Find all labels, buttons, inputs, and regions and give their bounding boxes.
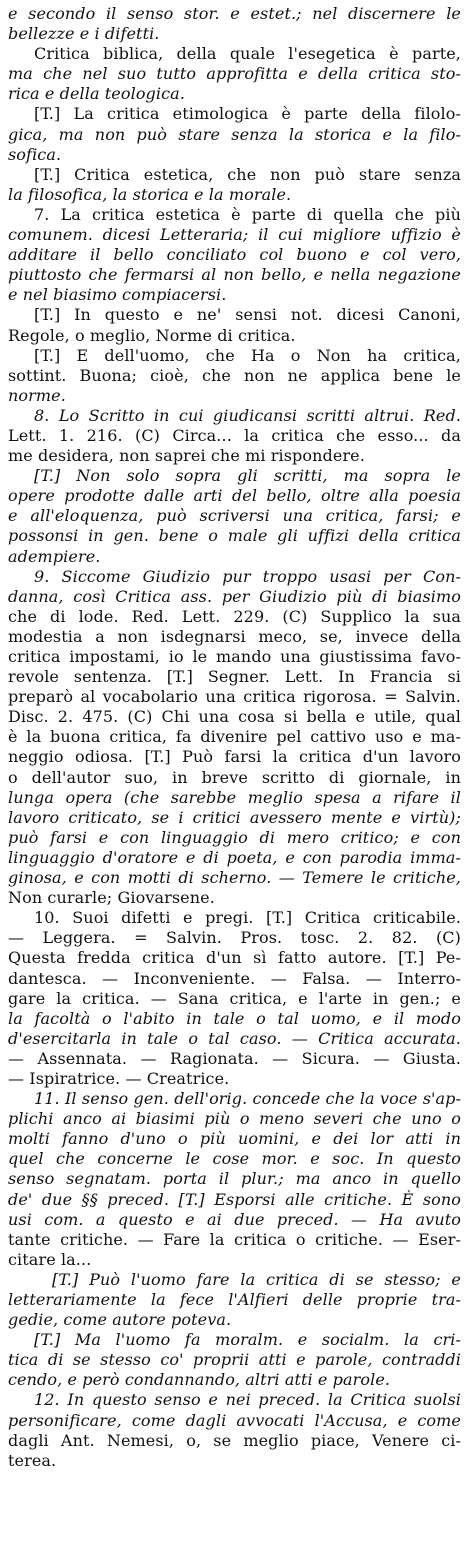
text-line: opere prodotte dalle arti del bello, oltre alla poesia (8, 486, 461, 506)
text-line: o dell'autor suo, in breve scritto di giornale, in (8, 767, 461, 787)
text-line: possonsi in gen. bene o male gli uffizi della critica (8, 526, 461, 546)
text-line: Lett. 1. 216. (C) Circa... la critica che esso... da (8, 425, 461, 445)
text-line: me desidera, non saprei che mi rispondere. (8, 446, 365, 466)
text-line: gedie, come autore poteva. (8, 1310, 232, 1330)
text-line: de' due §§ preced. [T.] Esporsi alle critiche. È sono (8, 1189, 461, 1209)
text-line: Questa fredda critica d'un sì fatto autore. [T.] Pe- (8, 948, 461, 968)
text-line: dantesca. — Inconveniente. — Falsa. — Interro- (8, 968, 461, 988)
text-line: cendo, e però condannando, altri atti e parole. (8, 1370, 391, 1390)
text-line: [T.] Critica estetica, che non può stare senza (34, 164, 461, 184)
text-line: [T.] Non solo sopra gli scritti, ma sopra le (34, 466, 461, 486)
text-line: molti fanno d'uno o più uomini, e dei lor atti in (8, 1129, 461, 1149)
text-line: personificare, come dagli avvocati l'Accusa, e come (8, 1410, 461, 1430)
text-line: tante critiche. — Fare la critica o critiche. — Eser- (8, 1229, 461, 1249)
text-line: sottint. Buona; cioè, che non ne applica bene le (8, 365, 461, 385)
text-line: danna, così Critica ass. per Giudizio più di biasimo (8, 586, 461, 606)
text-line: bellezze e i difetti. (8, 24, 160, 44)
text-line: [T.] Ma l'uomo fa moralm. e socialm. la cri- (34, 1330, 461, 1350)
text-line: senso segnatam. porta il plur.; ma anco in quello (8, 1169, 461, 1189)
text-line: Non curarle; Giovarsene. (8, 888, 215, 908)
text-line: rica e della teologica. (8, 84, 186, 104)
text-line: usi com. a questo e ai due preced. — Ha avuto (8, 1209, 461, 1229)
text-line: ginosa, e con motti di scherno. — Temere le critiche, (8, 868, 461, 888)
text-line: additare il bello conciliato col buono e col vero, (8, 245, 461, 265)
text-line: — Assennata. — Ragionata. — Sicura. — Giusta. (8, 1048, 461, 1068)
text-line: piuttosto che fermarsi al non bello, e nella negazione (8, 265, 461, 285)
text-line: preparò al vocabolario una critica rigorosa. = Salvin. (8, 687, 461, 707)
text-line: Regole, o meglio, Norme di critica. (8, 325, 296, 345)
text-line: [T.] E dell'uomo, che Ha o Non ha critica, (34, 345, 461, 365)
text-line: — Ispiratrice. — Creatrice. (8, 1068, 230, 1088)
text-line: 7. La critica estetica è parte di quella che più (34, 204, 461, 224)
text-line: norme. (8, 385, 66, 405)
text-line: revole sentenza. [T.] Segner. Lett. In Francia si (8, 667, 461, 687)
text-line: [T.] Può l'uomo fare la critica di se stesso; e (52, 1269, 461, 1289)
text-line: e secondo il senso stor. e estet.; nel discernere le (8, 4, 461, 23)
text-line: 11. Il senso gen. dell'orig. concede che la voce s'ap- (34, 1089, 461, 1109)
text-line: linguaggio d'oratore e di poeta, e con parodia imma- (8, 847, 461, 867)
text-line: è la buona critica, fa divenire pel cattivo uso e ma- (8, 727, 461, 747)
text-line: terea. (8, 1450, 57, 1470)
text-line: dagli Ant. Nemesi, o, se meglio piace, Venere ci- (8, 1430, 461, 1450)
text-line: [T.] In questo e ne' sensi not. dicesi Canoni, (34, 305, 461, 325)
text-line: critica impostami, io le mando una giustissima favo- (8, 647, 461, 666)
text-line: — Leggera. = Salvin. Pros. tosc. 2. 82. (C) (8, 928, 461, 948)
text-line: Critica biblica, della quale l'esegetica è parte, (34, 44, 461, 64)
text-line: gare la critica. — Sana critica, e l'arte in gen.; e (8, 988, 461, 1008)
text-line: lavoro criticato, se i critici avessero mente e virtù); (8, 807, 461, 827)
text-line: ma che nel suo tutto approfitta e della critica sto- (8, 64, 461, 84)
text-line: 10. Suoi difetti e pregi. [T.] Critica criticabile. (34, 908, 461, 928)
text-line: [T.] La critica etimologica è parte della filolo- (34, 104, 461, 124)
text-line: 12. In questo senso e nei preced. la Critica suolsi (34, 1390, 461, 1410)
text-line: gica, ma non può stare senza la storica e la filo- (8, 124, 461, 144)
text-line: la facoltà o l'abito in tale o tal uomo, e il modo (8, 1008, 461, 1028)
text-line: neggio odiosa. [T.] Può farsi la critica d'un lavoro (8, 747, 461, 767)
text-line: Disc. 2. 475. (C) Chi una cosa si bella e utile, qual (8, 707, 461, 727)
text-line: che di lode. Red. Lett. 229. (C) Supplico la sua (8, 606, 461, 626)
text-line: letterariamente la fece l'Alfieri delle proprie tra- (8, 1290, 461, 1309)
text-line: può farsi e con linguaggio di mero critico; e con (8, 827, 461, 847)
text-line: plichi anco ai biasimi più o meno severi che uno o (8, 1109, 461, 1129)
text-line: 9. Siccome Giudizio pur troppo usasi per Con- (34, 566, 461, 586)
text-line: lunga opera (che sarebbe meglio spesa a rifare il (8, 787, 461, 807)
text-line: 8. Lo Scritto in cui giudicansi scritti altrui. Red. (34, 405, 461, 425)
text-line: citare la... (8, 1249, 92, 1269)
entry-text-body (8, 4, 461, 1471)
text-line: d'esercitarla in tale o tal caso. — Critica accurata. (8, 1028, 461, 1048)
text-line: quel che concerne le cose mor. e soc. In questo (8, 1149, 461, 1169)
text-line: adempiere. (8, 546, 101, 566)
text-line: tica di se stesso co' proprii atti e parole, contraddi (8, 1350, 461, 1370)
text-line: comunem. dicesi Letteraria; il cui migliore uffizio è (8, 225, 461, 245)
text-line: sofica. (8, 144, 62, 164)
text-line: e all'eloquenza, può scriversi una critica, farsi; e (8, 506, 461, 526)
text-line: la filosofica, la storica e la morale. (8, 184, 292, 204)
text-line: e nel biasimo compiacersi. (8, 285, 227, 305)
text-line: modestia a non isdegnarsi meco, se, invece della (8, 626, 461, 646)
